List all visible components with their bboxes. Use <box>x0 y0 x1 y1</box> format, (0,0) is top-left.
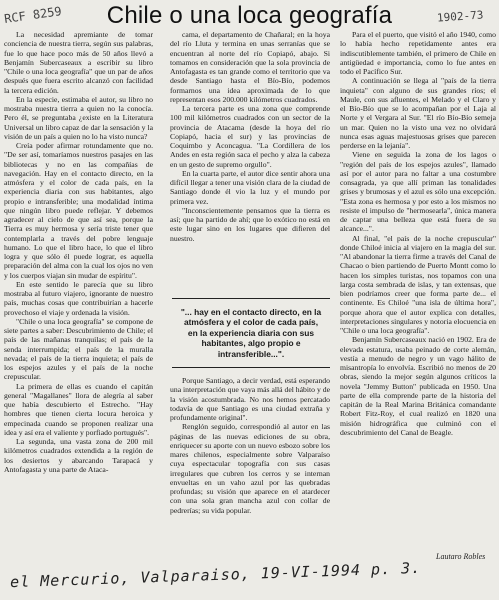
paragraph: En este sentido le parecía que su libro mostraba al futuro viajero, ignorante de nuestro país, muchas cosas que contribuirían a hacerle provechoso el viaje y ordenada la visión. <box>4 279 153 317</box>
paragraph: Renglón seguido, correspondió al autor en las páginas de las nuevas ediciones de su obra, enriquecer su aporte con un nuevo esbozo sobre los mares chilenos, especialmente sobre Valparaíso cuya espectacular topografía con sus casas irregulares que cubren los cerros y se internan envueltas en un vaho azul por las quebradas profundas; su visión que aparece en el atardecer con una sola gran mancha azul con collar de pedrerías; su vida popular. <box>170 422 330 515</box>
paragraph: La tercera parte es una zona que comprende 100 mil kilómetros cuadrados con un sector de la provincia de Atacama (desde la hoya del río Copiapó, hacia el sur) y las provincias de Coquimbo y Aconcagua. "La Cordillera de los Andes en esta región saca el pecho y alza la cabeza en un gesto de supremo orgullo". <box>170 104 330 169</box>
paragraph: Al final, "el país de la noche crepuscular" donde Chiloé inicia al viajero en la magia del sur. "Al abandonar la tierra firme a través del Canal de Chacao o bien partiendo de Puerto Montt como lo hacen los simples turistas, nos topamos con una larga costa sembrada de islas, y tan extensas, que bien podríamos creer que forma parte de... el continente. Es Chiloé "una isla de última hora", porque ahora que el autor explica con detalles, interpretaciones singulares y notoria elocuencia en "Chile o una loca geografía". <box>340 233 496 335</box>
paragraph: "Chile o una loca geografía" se compone de siete partes a saber: Descubrimiento de Chile; el país de las mañanas tranquilas; el país de la senda interrumpida; el país de la muralla nevada; el país de la tierra inquieta; el país de los espejos azules y el país de la noche crepuscular. <box>4 316 153 382</box>
pull-quote-text: "... hay en el contacto directo, en la atmósfera y el color de cada país, en la experiencia diaria con sus habitantes, algo propio e intransferible...". <box>180 306 322 359</box>
paragraph: Creía poder afirmar rotundamente que no. "De ser así, tomaríamos nuestros pasajes en las bibliotecas y no en las compañías de navegación. Hay en el contacto directo, en la atmósfera y el color de cada país, en la experiencia diaria con sus habitantes, algo propio e intransferible; una modalidad íntima que ningún libro puede reflejar. Y debemos agradecer al cielo de que así sea, porque la Tierra es muy hermosa y sería triste tener que contemplarla a través del pobre lenguaje humano. Lo que el libro hace, lo que el libro logra y que sólo él puede lograr, es aquella preparación del alma con la cual los ojos no ven y los cuerpos viajan sin mudar de espíritu". <box>4 141 153 280</box>
article-title: Chile o una loca geografía <box>106 2 393 29</box>
paragraph: La primera de ellas es cuando el capitán general "Magallanes" llora de alegría al saber que había descubierto el Estrecho. "Hay hombres que tienen cierta locura heroica y empecinada cuando se proponen realizar una idea y así era el valiente y porfiado portugués". <box>4 381 153 437</box>
paragraph: Para el el puerto, que visitó el año 1940, como lo había hecho repetidamente antes era indiscutiblemente también, el primero de Chile en antigüedad e importancia, como lo fue antes en todo el Pacífico Sur. <box>340 30 496 76</box>
paragraph: La segunda, una vasta zona de 200 mil kilómetros cuadrados extendida a la región de los desiertos y abarcando Tarapacá y Antofagasta y una parte de Ataca- <box>4 437 153 474</box>
date-annotation: 1902-73 <box>436 8 484 25</box>
author-byline: Lautaro Robles <box>436 552 486 561</box>
paragraph: En la especie, estimaba el autor, su libro no mostraba nuestra tierra a quien no la conocía. Pero él, se preguntaba ¿existe en la Literatura Universal un libro capaz de dar la sensación y la visión de un país a quien no lo ha visto nunca? <box>4 94 153 141</box>
paragraph: A continuación se llega al "país de la tierra inquieta" con alguno de sus grandes ríos; el Maule, con sus afluentes, el Melado y el Claro y el Bío-Bío que se lo acompañan por el Laja al Norte y el Vergara al Sur. "El río Bío-Bío semeja un mar. Quien no la visto una vez no olvidará nunca esas aguas majestuosas grises que parecen perderse en la lejanía". <box>340 76 496 150</box>
column-3 <box>340 30 496 437</box>
paragraph: La necesidad apremiante de tomar conciencia de nuestra tierra, según sus palabras, fue lo que hace poco más de 50 años llevó a Benjamín Subercaseaux a escribir su libro "Chile o una loca geografía" que un par de años después que fuera escrito alcanzó con facilidad la tercera edición. <box>4 30 153 95</box>
paragraph: Viene en seguida la zona de los lagos o "región del país de los espejos azules", llamado así por el autor para no faltar a una costumbre consagrada, ya que allí priman las tonalidades grises y brumosas y el azul es sólo una excepción. "Esta zona es hermosa y por esto a los mismos no resiste el impulso de "hermosearla", única manera de captar una belleza que está fuera de su alcance...". <box>340 150 496 234</box>
column-2-lower <box>170 376 330 515</box>
paragraph: En la cuarta parte, el autor dice sentir ahora una difícil llegar a tener una visión clara de la ciudad de Santiago donde él vio la luz y el mundo por primera vez. <box>170 168 330 206</box>
catalog-code: RCF 8259 <box>3 4 63 26</box>
paragraph: Porque Santiago, a decir verdad, está esperando una interpretación que vaya más allá del hábito y de la visión acostumbrada. No nos hemos percatado todavía de que Santiago es una ciudad extraña y profundamente original". <box>170 376 330 422</box>
paragraph: cama, el departamento de Chañaral; en la hoya del río Lluta y termina en unas serranías que se encuentran al norte del río Copiapó, abajo. Si tomamos en consideración que la sola provincia de Antofagasta es tan grande como el territorio que va desde Santiago hasta el Bío-Bío, podemos formarnos una idea aproximada de lo que representan esos 200.000 kilómetros cuadrados. <box>170 30 330 104</box>
column-2 <box>170 30 330 243</box>
column-1 <box>4 30 153 474</box>
paragraph: "Inconscientemente pensamos que la tierra es así; que ha partido de ahí; que lo exótico no está en este lugar sino en los lugares que difieren del nuestro. <box>170 205 330 243</box>
pull-quote <box>172 298 330 368</box>
paragraph: Benjamín Subercaseaux nació en 1902. Era de elevada estatura, usaba peinado de corte alemán, vestía a menudo de negro y un vago hálito de misantropía lo envolvía. Escribió no menos de 20 obras, siendo la mejor según algunos críticos la novela "Jemmy Button" publicada en 1950. Una parte de ella comprende parte de la historia del capitán de la Real Marina Británica comandante Robert Fitz-Roy, el cual realizó en 1820 una misión hidrográfica que culminó con el descubrimiento del Canal de Beagle. <box>340 335 496 437</box>
source-citation: el Mercurio, Valparaiso, 19-VI-1994 p. 3. <box>9 558 422 592</box>
